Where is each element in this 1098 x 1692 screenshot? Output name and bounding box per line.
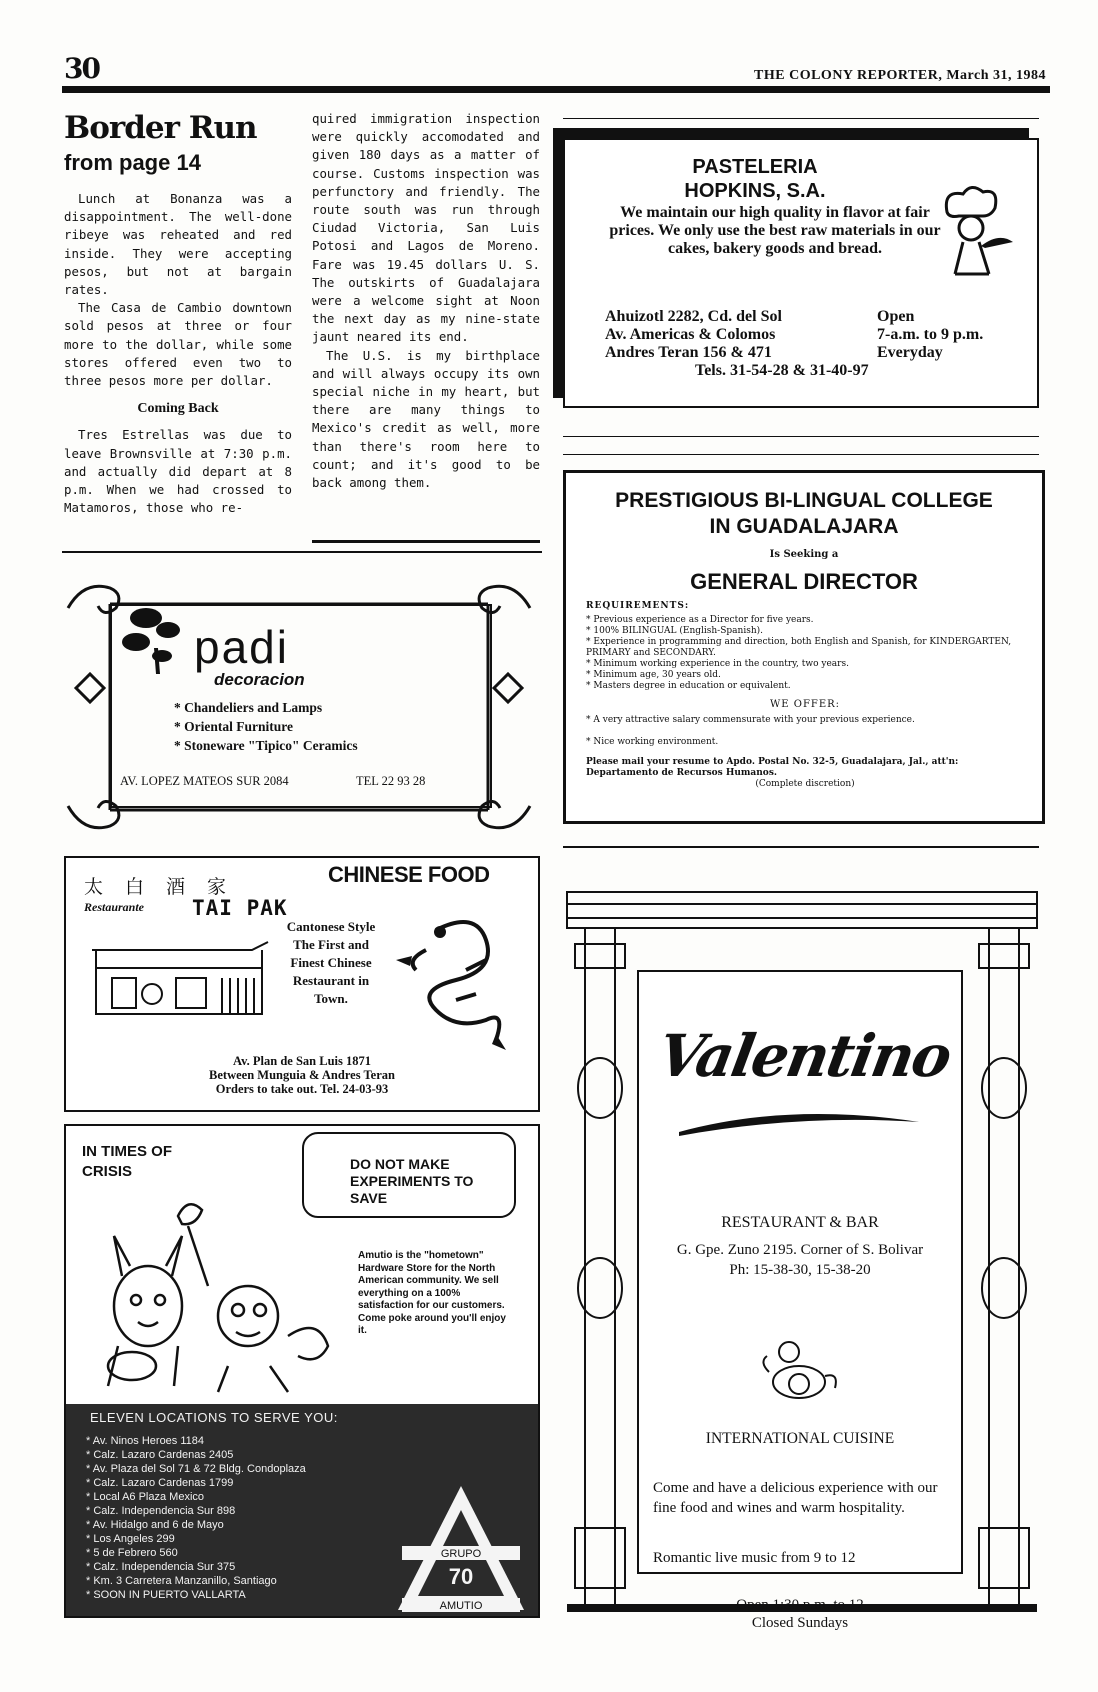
article-end-rule (312, 540, 540, 543)
college-requirement: * Minimum age, 30 years old. (586, 670, 721, 680)
taipak-ad (64, 856, 540, 1112)
college-offer: * Nice working environment. (586, 737, 719, 747)
chef-icon (937, 182, 1017, 282)
padi-tagline: decoracion (214, 670, 305, 689)
taipak-chinese-name: 太白酒家 (84, 877, 249, 898)
article-paragraph: Lunch at Bonanza was a disappointment. The well-done ribeye was reheated and red inside. They were accepting pesos, but not at bargain rates. (64, 191, 292, 298)
college-seeking: Is Seeking a (769, 549, 839, 560)
grupo-logo-top-text: GRUPO (440, 1548, 482, 1560)
taipak-address (66, 1054, 538, 1096)
college-position: GENERAL DIRECTOR (690, 569, 918, 594)
valentino-panel (637, 970, 963, 1631)
restaurant-building-icon (92, 938, 272, 1018)
pasteleria-hours-label: Open (877, 308, 915, 325)
taipak-restaurante-label: Restaurante (84, 900, 145, 914)
taipak-address-line: Av. Plan de San Luis 1871 (232, 1054, 371, 1068)
pasteleria-address-2: Av. Americas & Colomos (605, 326, 776, 343)
amutio-locations-panel (66, 1404, 538, 1616)
taipak-address-line: Between Munguia & Andres Teran (209, 1068, 395, 1082)
top-rule (62, 86, 1050, 93)
list-item: * Los Angeles 299 (86, 1533, 175, 1545)
list-item: * Calz. Independencia Sur 375 (86, 1561, 236, 1573)
college-requirement: * Experience in programming and direction, both English and Spanish, for KINDERGARTEN, PRIMARY and SECONDARY. (586, 637, 1012, 658)
pasteleria-phones: Tels. 31-54-28 & 31-40-97 (695, 362, 869, 379)
pasteleria-description: We maintain our high quality in flavor at fair prices. We only use the best raw materials in our cakes, bakery goods and bread. (609, 204, 941, 257)
college-contact: Please mail your resume to Apdo. Postal No. 32-5, Guadalajara, Jal., att'n: Departamento de Recursos Humanos. (586, 757, 959, 778)
pasteleria-title: PASTELERIA (692, 156, 818, 178)
college-requirements-label: REQUIREMENTS: (586, 601, 690, 611)
valentino-description: Come and have a delicious experience with our fine food and wines and warm hospitality. (653, 1480, 938, 1516)
pasteleria-days: Everyday (877, 344, 943, 361)
college-title-2: IN GUADALAJARA (709, 515, 899, 538)
amutio-location-list (86, 1434, 306, 1602)
college-offer-label: WE OFFER: (769, 699, 841, 710)
college-requirement: * Previous experience as a Director for five years. (586, 615, 814, 625)
cartoon-characters-icon (78, 1196, 348, 1396)
cherub-icon (749, 1332, 849, 1412)
valentino-open-hours: Open 1:30 p.m. to 12 (736, 1597, 864, 1613)
padi-logo: padi (194, 621, 289, 673)
college-requirement: * Masters degree in education or equivalent. (586, 681, 791, 691)
valentino-music: Romantic live music from 9 to 12 (653, 1550, 856, 1566)
valentino-hours (639, 1596, 961, 1632)
section-divider (563, 846, 1039, 848)
padi-phone: TEL 22 93 28 (356, 774, 426, 788)
college-ad (563, 470, 1045, 824)
amutio-ad (64, 1124, 540, 1618)
padi-product: * Stoneware "Tipico" Ceramics (174, 738, 358, 753)
taipak-phone: Orders to take out. Tel. 24-03-93 (215, 1082, 389, 1096)
section-divider (563, 436, 1039, 437)
padi-product: * Oriental Furniture (174, 719, 293, 734)
pasteleria-address-1: Ahuizotl 2282, Cd. del Sol (605, 308, 782, 325)
taipak-name: TAI PAK (192, 896, 288, 920)
page-number: 30 (64, 52, 99, 85)
article-paragraph: Tres Estrellas was due to leave Brownsville at 7:30 p.m. and actually did depart at 8 p.m. When we had crossed to Matamoros, those who re- (64, 427, 292, 516)
article-subhead: Coming Back (137, 401, 219, 417)
valentino-phone: Ph: 15-38-30, 15-38-20 (729, 1262, 871, 1278)
grupo-logo-number: 70 (448, 1564, 474, 1589)
list-item: * Av. Plaza del Sol 71 & 72 Bldg. Condoplaza (86, 1463, 306, 1475)
college-discretion: (Complete discretion) (755, 779, 855, 789)
pasteleria-hours: 7-a.m. to 9 p.m. (877, 326, 984, 343)
list-item: * Km. 3 Carretera Manzanillo, Santiago (86, 1575, 277, 1587)
valentino-address-line: G. Gpe. Zuno 2195. Corner of S. Bolivar (676, 1242, 924, 1258)
valentino-ad (565, 888, 1039, 1631)
college-requirement: * 100% BILINGUAL (English-Spanish). (586, 626, 763, 636)
padi-product-list (174, 698, 358, 755)
dragon-icon (396, 910, 516, 1050)
pasteleria-ad (563, 138, 1039, 408)
list-item: * Av. Hidalgo and 6 de Mayo (86, 1519, 224, 1531)
article-continuation: from page 14 (64, 150, 201, 175)
amutio-slogan: DO NOT MAKE EXPERIMENTS TO SAVE (350, 1156, 474, 1206)
pasteleria-address-3: Andres Teran 156 & 471 (605, 344, 772, 361)
college-offer: * A very attractive salary commensurate with your previous experience. (586, 715, 915, 725)
list-item: * Local A6 Plaza Mexico (86, 1491, 205, 1503)
section-divider (563, 454, 1039, 455)
list-item: * Av. Ninos Heroes 1184 (86, 1435, 205, 1447)
valentino-type: RESTAURANT & BAR (721, 1214, 879, 1231)
article-paragraph: quired immigration inspection were quickly accomodated and given 180 days as a matter of course. Customs inspection was perfunctory and friendly. The route south was run through Ciudad Victoria, San Luis Potosi and Lagos de Moreno. Fare was 19.45 dollars U. S. The outskirts of Guadalajara were a welcome sight at Noon the next day as my nine-state jaunt neared its end. (312, 111, 540, 345)
amutio-crisis-heading: IN TIMES OF CRISIS (82, 1143, 172, 1180)
masthead: THE COLONY REPORTER, March 31, 1984 (754, 68, 1046, 83)
taipak-description: Cantonese Style The First and Finest Chinese Restaurant in Town. (286, 919, 376, 1006)
section-divider (563, 118, 1039, 119)
college-title: PRESTIGIOUS BI-LINGUAL COLLEGE (615, 489, 993, 512)
list-item: * Calz. Independencia Sur 898 (86, 1505, 236, 1517)
valentino-logo: Valentino (653, 1022, 956, 1090)
list-item: * Calz. Lazaro Cardenas 2405 (86, 1449, 234, 1461)
taipak-headline: CHINESE FOOD (328, 862, 490, 887)
logo-swash-icon (669, 1102, 929, 1142)
padi-address: AV. LOPEZ MATEOS SUR 2084 (120, 774, 289, 788)
list-item: * Calz. Lazaro Cardenas 1799 (86, 1477, 234, 1489)
amutio-description: Amutio is the "hometown" Hardware Store for the North American community. We sell everything on a 100% satisfaction for our customers. Come poke around you'll enjoy it. (358, 1250, 506, 1336)
article-column-2 (312, 110, 540, 492)
article-headline: Border Run (64, 110, 257, 146)
list-item: * SOON IN PUERTO VALLARTA (86, 1589, 246, 1601)
valentino-address (639, 1240, 961, 1280)
valentino-cuisine: INTERNATIONAL CUISINE (705, 1430, 895, 1447)
list-item: * 5 de Febrero 560 (86, 1547, 178, 1559)
article-paragraph: The U.S. is my birthplace and will always occupy its own special niche in my heart, but there are many things to Mexico's credit as well, more than there's room here to count; and it's good to be back among them. (312, 347, 540, 491)
pasteleria-subtitle: HOPKINS, S.A. (684, 180, 826, 202)
padi-product: * Chandeliers and Lamps (174, 700, 323, 715)
grupo-amutio-logo-icon (396, 1484, 526, 1614)
grupo-logo-bottom-text: AMUTIO (439, 1600, 483, 1612)
college-requirement: * Minimum working experience in the country, two years. (586, 659, 849, 669)
amutio-locations-heading: ELEVEN LOCATIONS TO SERVE YOU: (90, 1410, 338, 1425)
article-column-1 (64, 190, 292, 517)
valentino-closed-day: Closed Sundays (751, 1615, 849, 1631)
section-divider (62, 551, 542, 553)
padi-ad (64, 578, 534, 836)
article-paragraph: The Casa de Cambio downtown sold pesos at three or four more to the dollar, while some stores offered even two to three pesos more per dollar. (64, 300, 292, 389)
